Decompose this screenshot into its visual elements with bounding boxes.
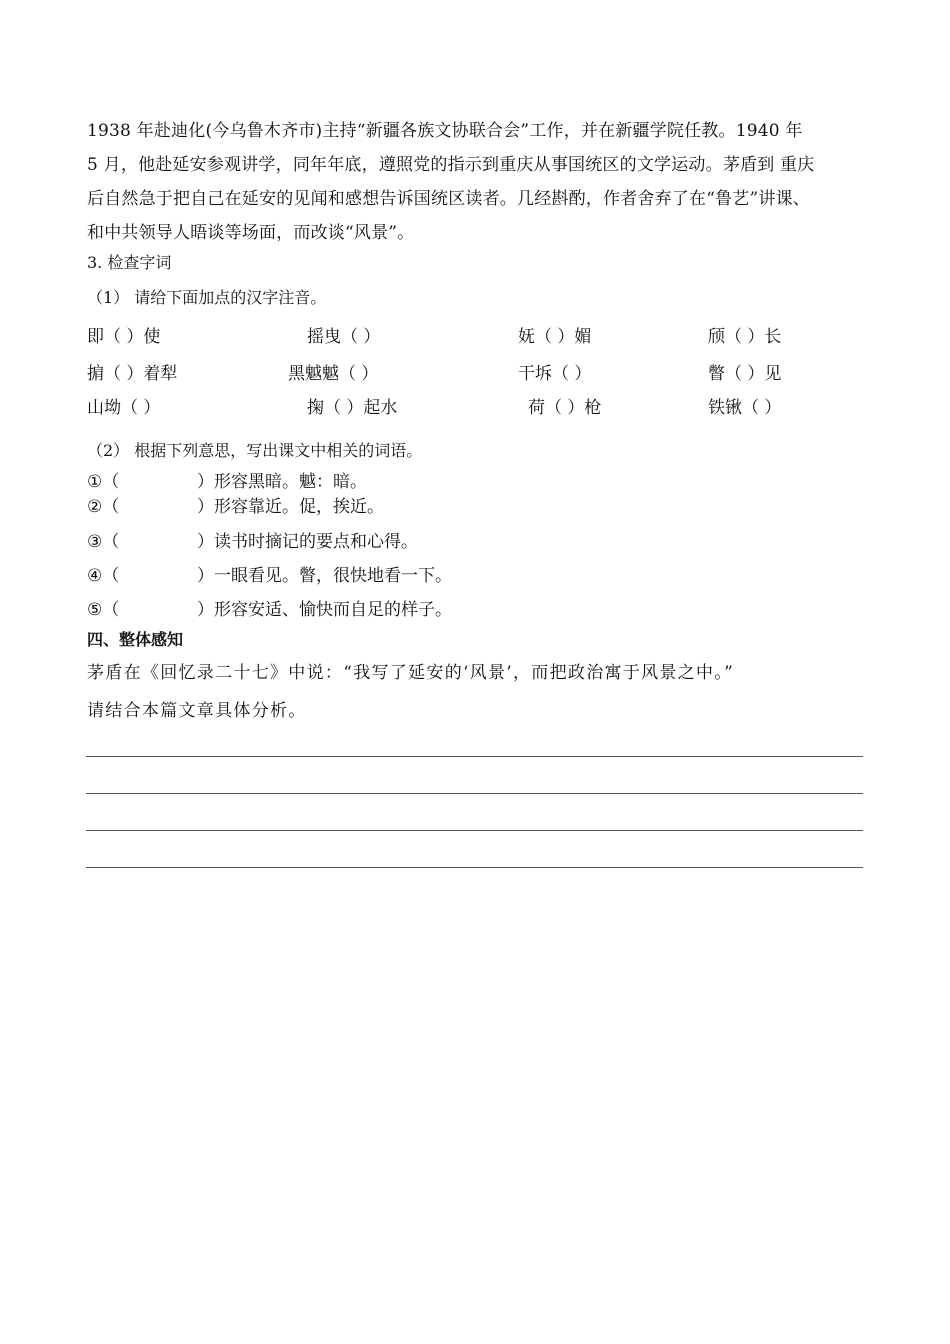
pinyin-item: 荷（ ）枪 [528, 398, 602, 418]
definition-text: ）形容安适、愉快而自足的样子。 [197, 600, 452, 620]
answer-line[interactable] [86, 867, 863, 868]
pinyin-item: 黑魆魆（ ） [288, 364, 379, 384]
answer-line[interactable] [86, 830, 863, 831]
pinyin-item: 山坳（ ） [87, 398, 161, 418]
answer-line[interactable] [86, 756, 863, 757]
definition-text: ）一眼看见。瞥，很快地看一下。 [197, 566, 452, 586]
pinyin-item: 干坼（ ） [518, 364, 592, 384]
definition-item-4 [87, 564, 452, 588]
definition-item-2 [87, 495, 384, 519]
definition-number: ②（ [87, 497, 120, 517]
definition-text: ）形容黑暗。魆：暗。 [197, 472, 367, 492]
section-3-heading: 3. 检查字词 [87, 253, 172, 272]
pinyin-item: 掮（ ）着犁 [87, 364, 178, 384]
pinyin-item: 掬（ ）起水 [307, 398, 398, 418]
definition-text: ）形容靠近。促，挨近。 [197, 497, 384, 517]
part-2-instruction: （2） 根据下列意思，写出课文中相关的词语。 [87, 441, 423, 460]
pinyin-item: 瞥（ ）见 [708, 364, 782, 384]
pinyin-item: 颀（ ）长 [708, 327, 782, 347]
pinyin-item: 即（ ）使 [87, 327, 161, 347]
section-4-question-line-2: 请结合本篇文章具体分析。 [87, 701, 307, 721]
pinyin-item: 摇曳（ ） [307, 327, 381, 347]
definition-item-1 [87, 470, 367, 494]
intro-line-3: 后自然急于把自己在延安的见闻和感想告诉国统区读者。几经斟酌，作者舍弃了在“鲁艺”讲课、 [87, 189, 810, 209]
intro-line-1: 1938 年赴迪化(今乌鲁木齐市)主持“新疆各族文协联合会”工作，并在新疆学院任教。1940 年 [87, 121, 803, 141]
intro-line-4: 和中共领导人晤谈等场面，而改谈“风景”。 [87, 223, 415, 243]
pinyin-item: 铁锹（ ） [708, 398, 782, 418]
definition-number: ④（ [87, 566, 120, 586]
section-4-title: 四、整体感知 [87, 630, 184, 649]
part-1-instruction: （1） 请给下面加点的汉字注音。 [87, 288, 327, 307]
definition-number: ⑤（ [87, 600, 120, 620]
definition-item-3 [87, 530, 418, 554]
definition-text: ）读书时摘记的要点和心得。 [197, 532, 418, 552]
definition-number: ①（ [87, 472, 120, 492]
pinyin-item: 妩（ ）媚 [518, 327, 592, 347]
definition-item-5 [87, 598, 452, 622]
intro-line-2: 5 月，他赴延安参观讲学，同年年底，遵照党的指示到重庆从事国统区的文学运动。茅盾到 重庆 [87, 155, 815, 175]
definition-number: ③（ [87, 532, 120, 552]
answer-line[interactable] [86, 793, 863, 794]
section-4-question-line-1: 茅盾在《回忆录二十七》中说：“我写了延安的‘风景’，而把政治寓于风景之中。” [87, 663, 735, 683]
